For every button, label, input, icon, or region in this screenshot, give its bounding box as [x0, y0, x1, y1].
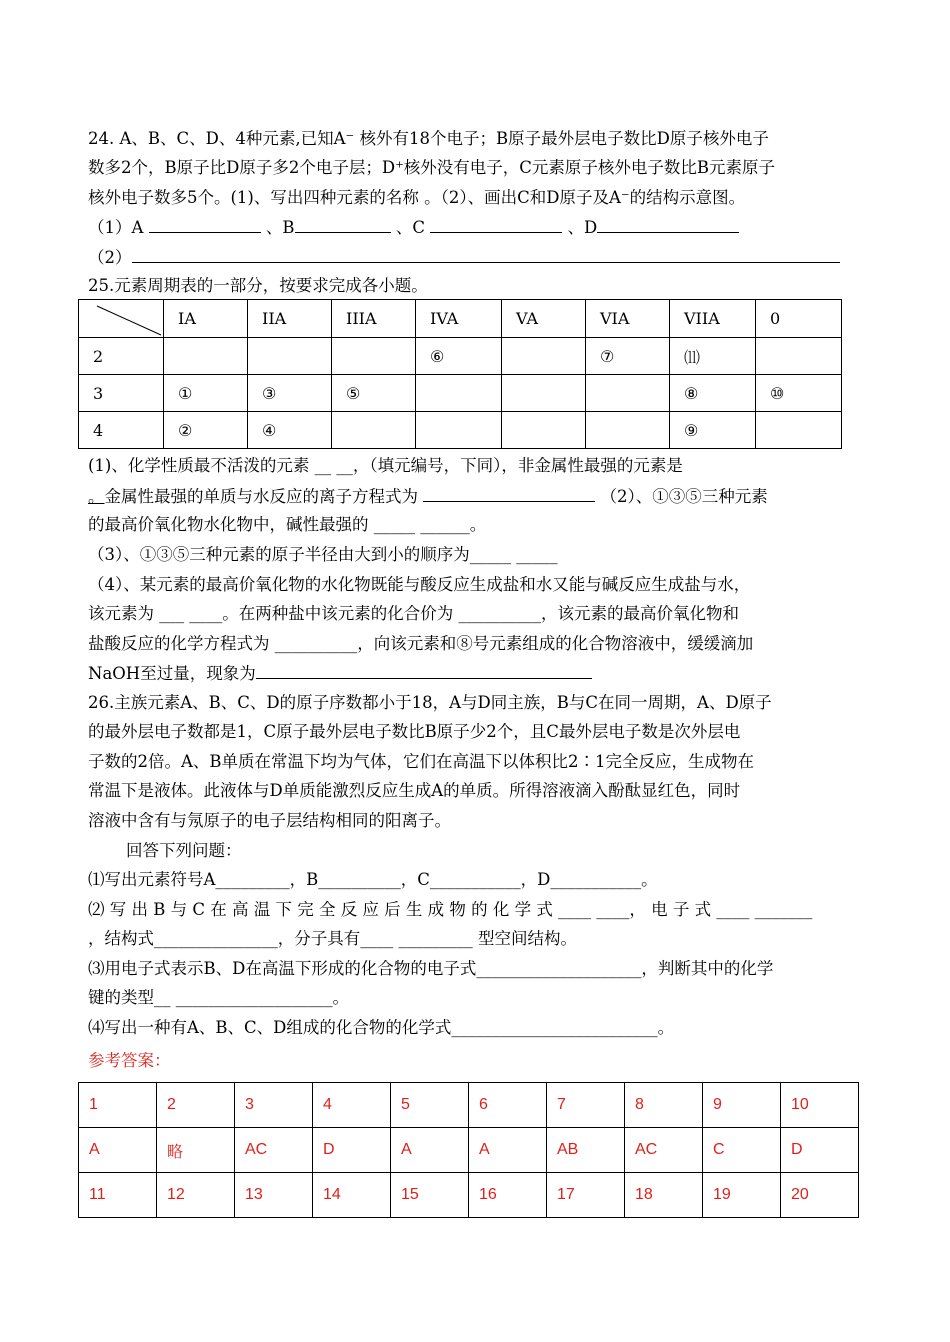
table-header-row [79, 300, 842, 338]
table-cell: ⑨ [670, 412, 756, 449]
q25-p4-line-2: 该元素为 ___ ____。在两种盐中该元素的化合价为 __________，该元素的最高价氧化物和 [88, 604, 739, 623]
table-cell: ⑤ [332, 375, 416, 412]
diagonal-line [79, 300, 163, 337]
q25-blank-phenomenon[interactable] [256, 662, 592, 679]
q25-p3: （3）、①③⑤三种元素的原子半径由大到小的顺序为_____ _____ [88, 545, 558, 564]
table-row [79, 1128, 859, 1173]
table-cell: C [703, 1128, 781, 1173]
q25-p1-line-1: (1)、化学性质最不活泼的元素 __ __，（填元编号，下同），非金属性最强的元素是 [88, 456, 683, 475]
q25-p4-line-4 [88, 662, 592, 685]
table-cell: ⑥ [416, 338, 502, 375]
header-cell: VIA [586, 300, 670, 338]
q25-p4-line-3: 盐酸反应的化学方程式为 __________，向该元素和⑧号元素组成的化合物溶液中，缓缓滴加 [88, 634, 754, 653]
header-cell: IIA [248, 300, 332, 338]
q24-label-d: 、D [567, 218, 598, 237]
table-cell [164, 338, 248, 375]
table-cell [248, 338, 332, 375]
q26-line-3: 子数的2倍。A、B单质在常温下均为气体，它们在高温下以体积比2∶1完全反应，生成物在 [88, 752, 755, 771]
header-cell: IA [164, 300, 248, 338]
table-cell: 3 [235, 1083, 313, 1128]
q24-label-b: 、B [265, 218, 295, 237]
header-cell: IVA [416, 300, 502, 338]
table-cell: 18 [625, 1173, 703, 1218]
table-cell: 12 [157, 1173, 235, 1218]
table-row [79, 338, 842, 375]
table-cell [586, 375, 670, 412]
header-cell: IIIA [332, 300, 416, 338]
q26-line-4: 常温下是液体。此液体与D单质能激烈反应生成A的单质。所得溶液滴入酚酞显红色，同时 [88, 781, 741, 800]
table-cell: 15 [391, 1173, 469, 1218]
table-cell: 6 [469, 1083, 547, 1128]
table-cell [756, 412, 842, 449]
table-row [79, 1083, 859, 1128]
table-cell: 16 [469, 1173, 547, 1218]
table-cell: ⑾ [670, 338, 756, 375]
table-cell [416, 412, 502, 449]
table-row [79, 375, 842, 412]
q24-label-a: （1）A [88, 218, 144, 237]
q24-blank-c[interactable] [430, 216, 562, 233]
q26-sub-2-line-2: ，结构式_______________，分子具有____ _________ 型空间结构。 [88, 929, 577, 948]
q25-p1-line-2 [88, 485, 768, 508]
table-cell: A [79, 1128, 157, 1173]
table-cell: A [391, 1128, 469, 1173]
answers-table [78, 1082, 859, 1218]
table-cell: 略 [157, 1128, 235, 1173]
q24-blank-d[interactable] [597, 216, 739, 233]
q24-blank-b[interactable] [295, 216, 391, 233]
table-cell [586, 412, 670, 449]
table-cell: ③ [248, 375, 332, 412]
header-cell: 0 [756, 300, 842, 338]
table-cell: ⑦ [586, 338, 670, 375]
q25-blank-equation[interactable] [423, 485, 595, 502]
table-cell: 3 [79, 375, 164, 412]
q24-line-4 [88, 216, 739, 239]
table-cell: AC [235, 1128, 313, 1173]
q25-answer-nonmetal: 。 [88, 487, 105, 506]
q24-label-c: 、C [395, 218, 425, 237]
q24-line-5 [88, 246, 840, 269]
table-cell: 8 [625, 1083, 703, 1128]
table-cell: D [313, 1128, 391, 1173]
q24-line-3: 核外电子数多5个。(1)、写出四种元素的名称 。（2）、画出C和D原子及A⁻的结构示意图。 [88, 188, 746, 207]
q25-p1-line-3: 的最高价氧化物水化物中，碱性最强的 _____ ______。 [88, 515, 487, 534]
table-cell [502, 375, 586, 412]
table-cell: 2 [79, 338, 164, 375]
table-cell: 10 [781, 1083, 859, 1128]
table-row [79, 412, 842, 449]
q26-prompt: 回答下列问题： [126, 841, 242, 860]
table-cell: 2 [157, 1083, 235, 1128]
table-row [79, 1173, 859, 1218]
header-cell: VIIA [670, 300, 756, 338]
table-cell: 1 [79, 1083, 157, 1128]
table-cell [756, 338, 842, 375]
header-cell: VA [502, 300, 586, 338]
table-cell: AC [625, 1128, 703, 1173]
table-cell: 19 [703, 1173, 781, 1218]
periodic-table [78, 299, 842, 449]
table-cell: 7 [547, 1083, 625, 1128]
q26-sub-2-line-1: ⑵ 写 出 B 与 C 在 高 温 下 完 全 反 应 后 生 成 物 的 化 学 式 ____ ____， 电 子 式 ____ _______ [88, 900, 813, 919]
table-cell: AB [547, 1128, 625, 1173]
q26-sub-4: ⑷写出一种有A、B、C、D组成的化合物的化学式_________________________。 [88, 1018, 675, 1037]
table-cell [502, 338, 586, 375]
q24-blank-2[interactable] [132, 246, 840, 263]
table-cell: 17 [547, 1173, 625, 1218]
q26-sub-3-line-1: ⑶用电子式表示B、D在高温下形成的化合物的电子式____________________，判断其中的化学 [88, 959, 774, 978]
table-cell: 20 [781, 1173, 859, 1218]
table-cell [332, 338, 416, 375]
q25-p1-text: 金属性最强的单质与水反应的离子方程式为 [104, 487, 418, 506]
q26-sub-1: ⑴写出元素符号A_________，B__________，C___________，D___________。 [88, 870, 658, 889]
q25-p4-text: NaOH至过量，现象为 [88, 664, 256, 683]
diagonal-header-cell [79, 300, 164, 338]
q26-sub-3-line-2: 键的类型__ ___________________。 [88, 988, 349, 1007]
q25-title: 25.元素周期表的一部分，按要求完成各小题。 [88, 276, 428, 295]
table-cell [502, 412, 586, 449]
q25-p2-text: （2）、①③⑤三种元素 [600, 487, 768, 506]
q26-line-5: 溶液中含有与氖原子的电子层结构相同的阳离子。 [88, 811, 451, 830]
table-cell: ④ [248, 412, 332, 449]
q24-line-1: 24. A、B、C、D、4种元素,已知A⁻ 核外有18个电子；B原子最外层电子数比D原子核外电子 [88, 129, 769, 148]
q24-line-2: 数多2个，B原子比D原子多2个电子层；D⁺核外没有电子，C元素原子核外电子数比B元素原子 [88, 158, 776, 177]
q26-line-1: 26.主族元素A、B、C、D的原子序数都小于18，A与D同主族，B与C在同一周期，A、D原子 [88, 693, 772, 712]
answers-title: 参考答案： [88, 1051, 171, 1070]
table-cell: ① [164, 375, 248, 412]
table-cell: 4 [313, 1083, 391, 1128]
table-cell [332, 412, 416, 449]
q24-blank-a[interactable] [149, 216, 261, 233]
table-cell: 13 [235, 1173, 313, 1218]
table-cell: 14 [313, 1173, 391, 1218]
table-cell: A [469, 1128, 547, 1173]
table-cell: D [781, 1128, 859, 1173]
table-cell: ⑩ [756, 375, 842, 412]
table-cell: 4 [79, 412, 164, 449]
q25-p4-line-1: （4）、某元素的最高价氧化物的水化物既能与酸反应生成盐和水又能与碱反应生成盐与水， [88, 575, 751, 594]
q24-label-2: （2） [88, 248, 132, 267]
table-cell [416, 375, 502, 412]
table-cell: ② [164, 412, 248, 449]
table-cell: ⑧ [670, 375, 756, 412]
table-cell: 9 [703, 1083, 781, 1128]
table-cell: 5 [391, 1083, 469, 1128]
table-cell: 11 [79, 1173, 157, 1218]
q26-line-2: 的最外层电子数都是1，C原子最外层电子数比B原子少2个，且C最外层电子数是次外层电 [88, 722, 741, 741]
